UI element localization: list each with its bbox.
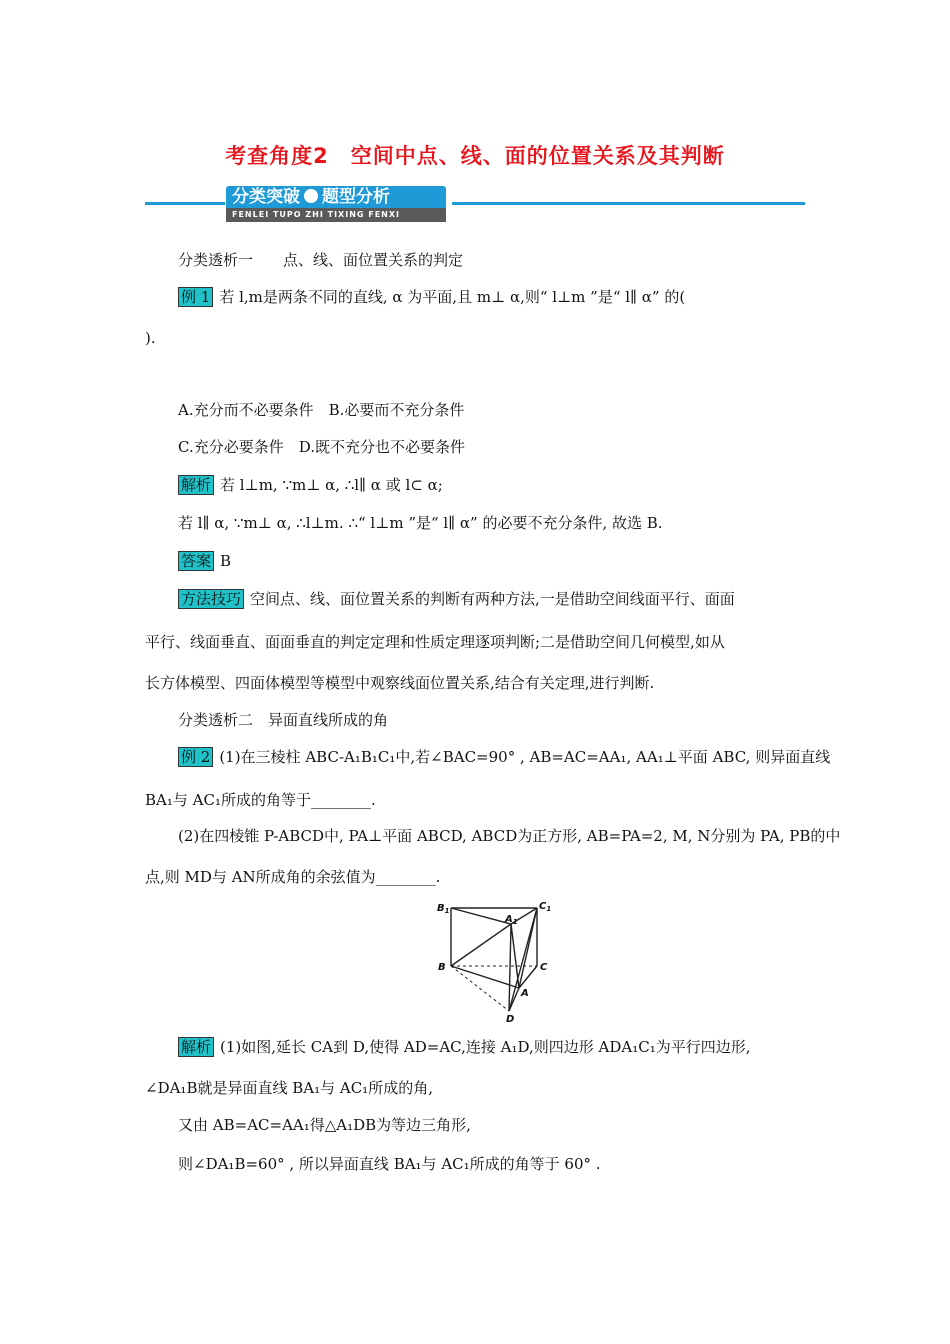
- example-2-line-1: [178, 746, 830, 768]
- example-1-tag: 例 1: [178, 287, 213, 307]
- options-cd: C.充分必要条件 D.既不充分也不必要条件: [178, 438, 465, 456]
- label-c: C: [540, 962, 548, 973]
- example-2-line-4: 点,则 MD与 AN所成角的余弦值为________.: [145, 868, 441, 886]
- solution-2-tag: 解析: [178, 1037, 214, 1057]
- answer-line: [178, 550, 231, 572]
- edge-b-d-dashed: [451, 966, 509, 1011]
- label-a: A: [521, 988, 529, 999]
- example-2-tag: 例 2: [178, 747, 213, 767]
- banner-sub: 题型分析: [322, 187, 390, 207]
- example-2-text-1: (1)在三棱柱 ABC-A₁B₁C₁中,若∠BAC=90° , AB=AC=AA₁, AA₁⊥平面 ABC, 则异面直线: [219, 748, 831, 766]
- example-1-text: 若 l,m是两条不同的直线, α 为平面,且 m⊥ α,则“ l⊥m ”是“ l∥ α” 的(: [219, 288, 686, 306]
- solution-1-line-1: [178, 474, 443, 496]
- edge-b-a1: [451, 924, 511, 966]
- solution-2-line-1: [178, 1036, 750, 1058]
- method-line-2: 平行、线面垂直、面面垂直的判定定理和性质定理逐项判断;二是借助空间几何模型,如从: [145, 633, 725, 651]
- solution-2-text-1: (1)如图,延长 CA到 D,使得 AD=AC,连接 A₁D,则四边形 ADA₁C₁为平行四边形,: [220, 1038, 751, 1056]
- method-text-1: 空间点、线、面位置关系的判断有两种方法,一是借助空间线面平行、面面: [250, 590, 735, 608]
- example-1-line-2: ).: [145, 329, 156, 347]
- edge-b-a: [451, 966, 519, 988]
- example-2-line-2: BA₁与 AC₁所成的角等于________.: [145, 791, 376, 809]
- solution-2-line-4: 则∠DA₁B=60° , 所以异面直线 BA₁与 AC₁所成的角等于 60° .: [178, 1155, 601, 1173]
- label-a1: $A_1$: [505, 914, 518, 926]
- solution-1-text: 若 l⊥m, ∵m⊥ α, ∴l∥ α 或 l⊂ α;: [220, 476, 443, 494]
- label-d: D: [506, 1014, 515, 1023]
- solution-tag: 解析: [178, 475, 214, 495]
- method-line-3: 长方体模型、四面体模型等模型中观察线面位置关系,结合有关定理,进行判断.: [145, 674, 655, 692]
- divider-right: [452, 202, 805, 205]
- prism-figure: [433, 898, 553, 1023]
- label-b: B: [438, 962, 446, 973]
- label-b1: $B_1$: [437, 903, 450, 915]
- answer-tag: 答案: [178, 551, 214, 571]
- method-line-1: [178, 588, 735, 610]
- options-ab: A.充分而不必要条件 B.必要而不充分条件: [178, 401, 465, 419]
- solution-1-line-2: 若 l∥ α, ∵m⊥ α, ∴l⊥m. ∴“ l⊥m ”是“ l∥ α” 的必要不充分条件, 故选 B.: [178, 514, 663, 532]
- example-2-line-3: (2)在四棱锥 P-ABCD中, PA⊥平面 ABCD, ABCD为正方形, AB=PA=2, M, N分别为 PA, PB的中: [178, 827, 841, 845]
- answer-value: B: [220, 552, 232, 570]
- section-banner: [226, 186, 446, 222]
- example-1-line-1: [178, 286, 685, 308]
- edge-a1-d: [509, 924, 511, 1011]
- banner-pinyin: FENLEI TUPO ZHI TIXING FENXI: [226, 208, 446, 222]
- banner-main: 分类突破: [232, 187, 300, 207]
- solution-2-line-2: ∠DA₁B就是异面直线 BA₁与 AC₁所成的角,: [145, 1079, 433, 1097]
- page-title: 考查角度2 空间中点、线、面的位置关系及其判断: [225, 144, 725, 168]
- edge-b1-a1: [451, 908, 511, 924]
- solution-2-line-3: 又由 AB=AC=AA₁得△A₁DB为等边三角形,: [178, 1116, 471, 1134]
- divider-left: [145, 202, 225, 205]
- section-2-heading: 分类透析二 异面直线所成的角: [178, 711, 389, 729]
- section-1-heading: 分类透析一 点、线、面位置关系的判定: [178, 251, 464, 269]
- banner-sep-icon: [304, 189, 318, 203]
- method-tag: 方法技巧: [178, 589, 244, 609]
- label-c1: $C_1$: [539, 901, 552, 913]
